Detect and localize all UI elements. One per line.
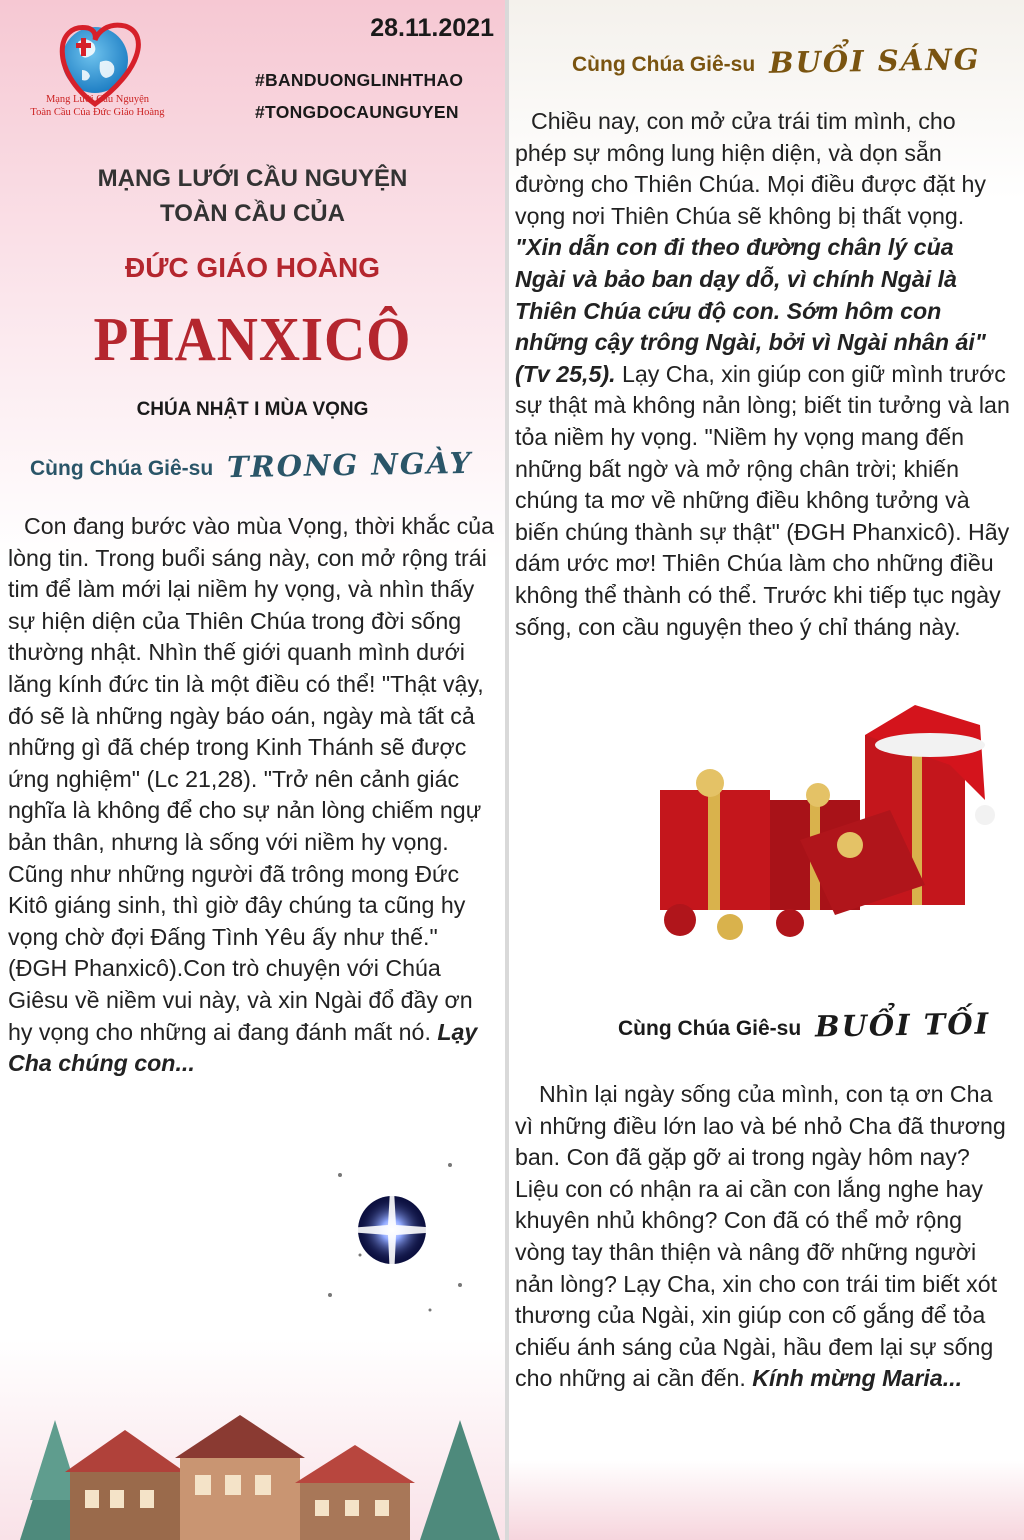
section-prefix: Cùng Chúa Giê-su	[30, 457, 214, 480]
section-heading-evening	[618, 1008, 990, 1042]
section-text-morning	[515, 106, 1010, 643]
section-body: Con đang bước vào mùa Vọng, thời khắc của lòng tin. Trong buổi sáng này, con mở rộng trái tim để làm mới lại niềm hy vọng, và nhìn thấy sự hiện diện của Thiên Chúa trong đời sống thường nhật. Nhìn thế giới quanh mình dưới lăng kính đức tin là một điều có thể! "Thật vậy, đó sẽ là những ngày báo oán, ngày mà tất cả những gì đã chép trong Kinh Thánh sẽ được ứng nghiệm" (Lc 21,28). "Trở nên cảnh giác nghĩa là không để cho sự nản lòng chiếm ngự bản thân, nhưng là sống với niềm hy vọng. Cũng như những người đã trông mong Đức Kitô giáng sinh, thì giờ đây chúng ta cũng hy vọng chờ đợi Đấng Tình Yêu ấy như thế." (ĐGH Phanxicô).Con trò chuyện với Chúa Giêsu về niềm vui này, và xin Ngài đổ đầy ơn hy vọng cho những ai đang đánh mất nó.	[8, 513, 495, 1045]
section-word: BUỔI SÁNG	[768, 42, 981, 80]
section-word: TRONG NGÀY	[226, 445, 473, 485]
title-line2: TOÀN CẦU CỦA	[160, 200, 345, 227]
winter-village-icon	[0, 1360, 505, 1540]
section-closing: Kính mừng Maria...	[752, 1365, 963, 1392]
liturgical-occasion: CHÚA NHẬT I MÙA VỌNG	[136, 399, 369, 420]
section-heading-day	[30, 445, 473, 485]
section-body: Nhìn lại ngày sống của mình, con tạ ơn Cha vì những điều lớn lao và bé nhỏ Cha đã thương ban. Con đã gặp gỡ ai trong ngày hôm nay? Liệu con có nhận ra ai cần con lắng nghe hay khuyên nhủ không? Con đã có thể mở rộng vòng tay thân thiện và nâng đỡ những người nản lòng? Lạy Cha, xin cho con trái tim biết xót thương của Ngài, xin giúp con cố gắng để tỏa chiếu ánh sáng của Ngài, hầu đem lại sự sống cho những ai cần đến.	[515, 1081, 1006, 1392]
bethlehem-star-icon	[300, 1135, 500, 1335]
hashtag-tongdocaunguyen: #TONGDOCAUNGUYEN	[255, 102, 459, 122]
section-body-before: Chiều nay, con mở cửa trái tim mình, cho phép sự mông lung hiện diện, và dọn sẵn đường cho Thiên Chúa. Mọi điều được đặt hy vọng nơi Thiên Chúa sẽ không bị thất vọng.	[515, 108, 986, 229]
christmas-gifts-santa-hat-icon	[650, 705, 1000, 950]
logo-caption	[10, 93, 185, 119]
section-word: BUỔI TỐI	[814, 1006, 991, 1044]
date: 28.11.2021	[370, 14, 494, 42]
section-text-evening	[515, 1079, 1015, 1395]
section-text-day	[8, 511, 498, 1080]
logo-caption-line1: Mạng Lưới Cầu Nguyện	[45, 94, 150, 105]
section-prefix: Cùng Chúa Giê-su	[572, 53, 756, 76]
hashtag-banduonglinhthao: #BANDUONGLINHTHAO	[255, 70, 464, 90]
section-closing: Lạy Cha chúng con...	[8, 1018, 478, 1077]
section-heading-morning	[572, 44, 981, 78]
title-line1: MẠNG LƯỚI CẦU NGUYỆN	[97, 165, 408, 192]
logo-caption-line2: Toàn Cầu Của Đức Giáo Hoàng	[30, 107, 165, 118]
title-pope-name: PHANXICÔ	[93, 306, 412, 374]
section-body-after: Lạy Cha, xin giúp con giữ mình trước sự thật mà không nản lòng; biết tin tưởng và lan tỏa niềm hy vọng. "Niềm hy vọng mang đến những bất ngờ và mở rộng chân trời; khiến chúng ta mơ về những điều không tưởng và biến chúng thành sự thật" (ĐGH Phanxicô). Hãy dám ước mơ! Thiên Chúa làm cho những điều không thể thành có thể. Trước khi tiếp tục ngày sống, con cầu nguyện theo ý chỉ tháng này.	[515, 360, 1010, 640]
section-prefix: Cùng Chúa Giê-su	[618, 1017, 802, 1040]
title-pope: ĐỨC GIÁO HOÀNG	[124, 252, 380, 283]
section-quote: "Xin dẫn con đi theo đường chân lý của Ngài và bảo ban dạy dỗ, vì chính Ngài là Thiên Chúa cứu độ con. Sớm hôm con những cậy trông Ngài, bởi vì Ngài nhân ái" (Tv 25,5).	[515, 234, 986, 387]
